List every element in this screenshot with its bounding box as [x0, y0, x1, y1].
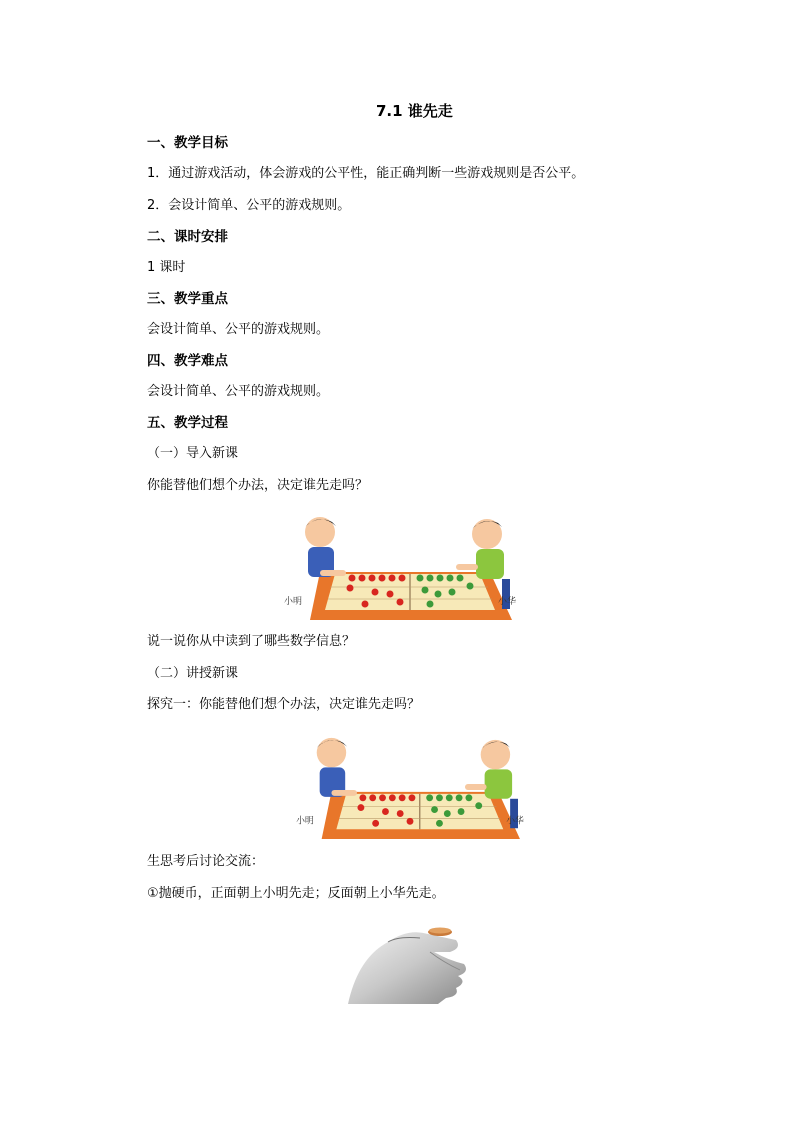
difficulties-text: 会设计简单、公平的游戏规则。 — [147, 384, 330, 399]
page-title: 7.1 谁先走 — [376, 102, 453, 120]
subsection-teaching: （二）讲授新课 — [147, 666, 239, 681]
method-1: ①抛硬币，正面朝上小明先走；反面朝上小华先走。 — [147, 886, 445, 901]
discussion-prompt: 生思考后讨论交流： — [147, 854, 265, 869]
objective-item-1: 1．通过游戏活动，体会游戏的公平性，能正确判断一些游戏规则是否公平。 — [147, 166, 585, 181]
section-heading-objectives: 一、教学目标 — [147, 135, 228, 151]
objective-item-2: 2．会设计简单、公平的游戏规则。 — [147, 198, 351, 213]
chess-illustration-2 — [280, 733, 540, 841]
label-xiaohua: 小华 — [498, 597, 517, 607]
label-xiaoming: 小明 — [284, 597, 303, 607]
schedule-text: 1 课时 — [147, 260, 186, 275]
boy-xiaoming — [305, 517, 346, 577]
hand — [348, 932, 466, 1004]
coin-toss-image — [338, 918, 488, 1004]
boy-xiaoming — [317, 738, 357, 797]
chess-illustration-1 — [280, 512, 520, 622]
coin-face — [429, 928, 451, 934]
table — [322, 792, 520, 839]
label-xiaohua: 小华 — [506, 816, 524, 827]
explore-1: 探究一：你能替他们想个办法，决定谁先走吗？ — [147, 697, 421, 712]
question-1: 你能替他们想个办法，决定谁先走吗？ — [147, 478, 369, 493]
section-heading-process: 五、教学过程 — [147, 415, 228, 431]
question-2: 说一说你从中读到了哪些数学信息？ — [147, 634, 356, 649]
section-heading-schedule: 二、课时安排 — [147, 229, 228, 245]
label-xiaoming: 小明 — [296, 816, 314, 827]
table — [310, 572, 512, 620]
section-heading-difficulties: 四、教学难点 — [147, 353, 228, 369]
section-heading-key-points: 三、教学重点 — [147, 291, 228, 307]
subsection-intro: （一）导入新课 — [147, 446, 239, 461]
key-points-text: 会设计简单、公平的游戏规则。 — [147, 322, 330, 337]
